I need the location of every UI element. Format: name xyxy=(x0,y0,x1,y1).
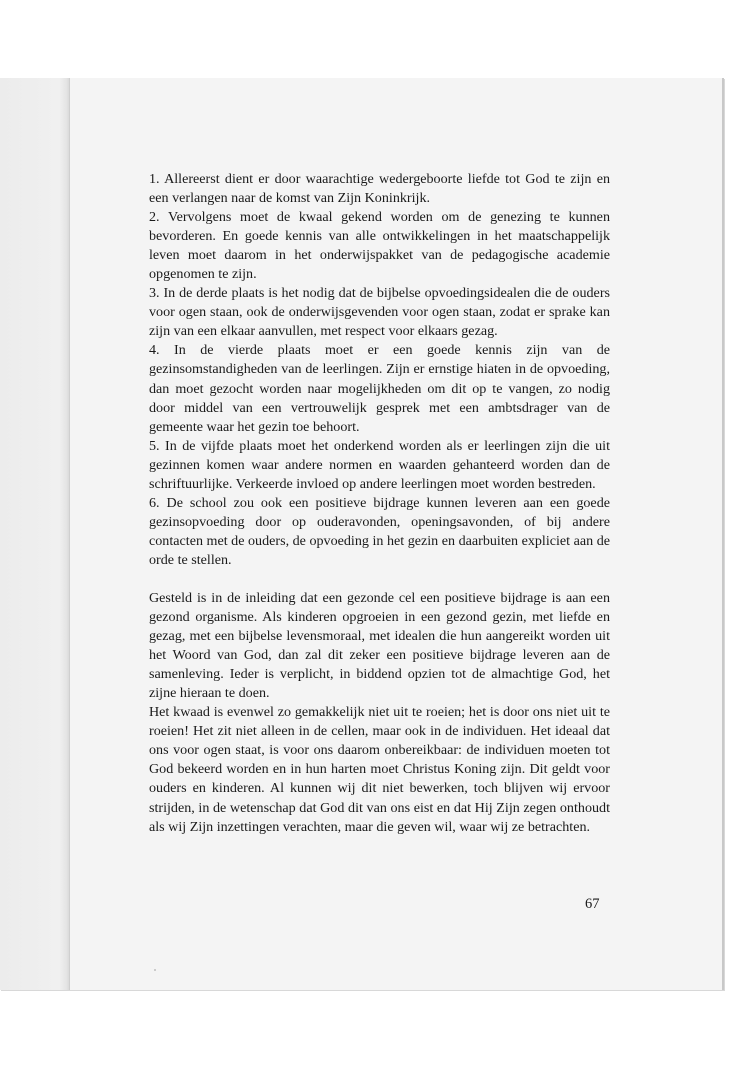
paragraph-item-6: 6. De school zou ook een positieve bijdrage kunnen leveren aan een goede gezinsopvoeding door op ouderavonden, openingsavonden, of bij andere contacten met de ouders, de opvoeding in het gezin en daarbuiten expliciet aan de orde te stellen. xyxy=(149,494,610,568)
page-edge xyxy=(722,78,724,990)
body-text xyxy=(149,170,610,837)
paragraph-conclusion-1: Gesteld is in de inleiding dat een gezonde cel een positieve bijdrage is aan een gezond organisme. Als kinderen opgroeien in een gezond gezin, met liefde en gezag, met een bijbelse levensmoraal, met idealen die hun aangereikt worden uit het Woord van God, dan zal dit zeker een positieve bijdrage leveren aan de samenleving. Ieder is verplicht, in biddend opzien tot de almachtige God, het zijne hieraan te doen. xyxy=(149,589,610,702)
paragraph-item-4: 4. In de vierde plaats moet er een goede kennis zijn van de gezinsomstandigheden van de leerlingen. Zijn er ernstige hiaten in de opvoeding, dan moet gezocht worden naar mogelijkheden om dit op te vangen, zo nodig door middel van een vertrouwelijk gesprek met een ambtsdrager van de gemeente waar het gezin toe behoort. xyxy=(149,342,610,435)
paragraph-spacer xyxy=(149,570,610,589)
paragraph-item-1: 1. Allereerst dient er door waarachtige wedergeboorte liefde tot God te zijn en een verlangen naar de komst van Zijn Koninkrijk. xyxy=(149,171,610,207)
scan-speck xyxy=(154,969,156,971)
gutter-line xyxy=(69,78,70,990)
paragraph-item-5: 5. In de vijfde plaats moet het onderkend worden als er leerlingen zijn die uit gezinnen komen waar andere normen en waarden gehanteerd worden dan de schriftuurlijke. Verkeerde invloed op andere leerlingen moet worden bestreden. xyxy=(149,437,610,492)
paragraph-item-3: 3. In de derde plaats is het nodig dat de bijbelse opvoedingsidealen die de ouders voor ogen staan, ook de onderwijsgevenden voor ogen staan, zodat er sprake kan zijn van een elkaar aanvullen, met respect voor elkaars gezag. xyxy=(149,285,610,340)
page-gutter xyxy=(0,78,70,990)
paragraph-item-2: 2. Vervolgens moet de kwaal gekend worden om de genezing te kunnen bevorderen. En goede kennis van alle ontwikkelingen in het maatschappelijk leven moet daarom in het onderwijspakket van de pedagogische academie opgenomen te zijn. xyxy=(149,209,610,283)
page-number: 67 xyxy=(585,896,600,912)
paragraph-conclusion-2: Het kwaad is evenwel zo gemakkelijk niet uit te roeien; het is door ons niet uit te roeien! Het zit niet alleen in de cellen, maar ook in de individuen. Het ideaal dat ons voor ogen staat, is voor ons daarom onbereikbaar: de individuen moeten tot God bekeerd worden en in hun harten moet Christus Koning zijn. Dit geldt voor ouders en kinderen. Al kunnen wij dit niet bewerken, toch blijven wij ervoor strijden, in de wetenschap dat God dit van ons eist en dat Hij Zijn zegen onthoudt als wij Zijn inzettingen verachten, maar die geven wil, waar wij ze betrachten. xyxy=(149,704,610,835)
